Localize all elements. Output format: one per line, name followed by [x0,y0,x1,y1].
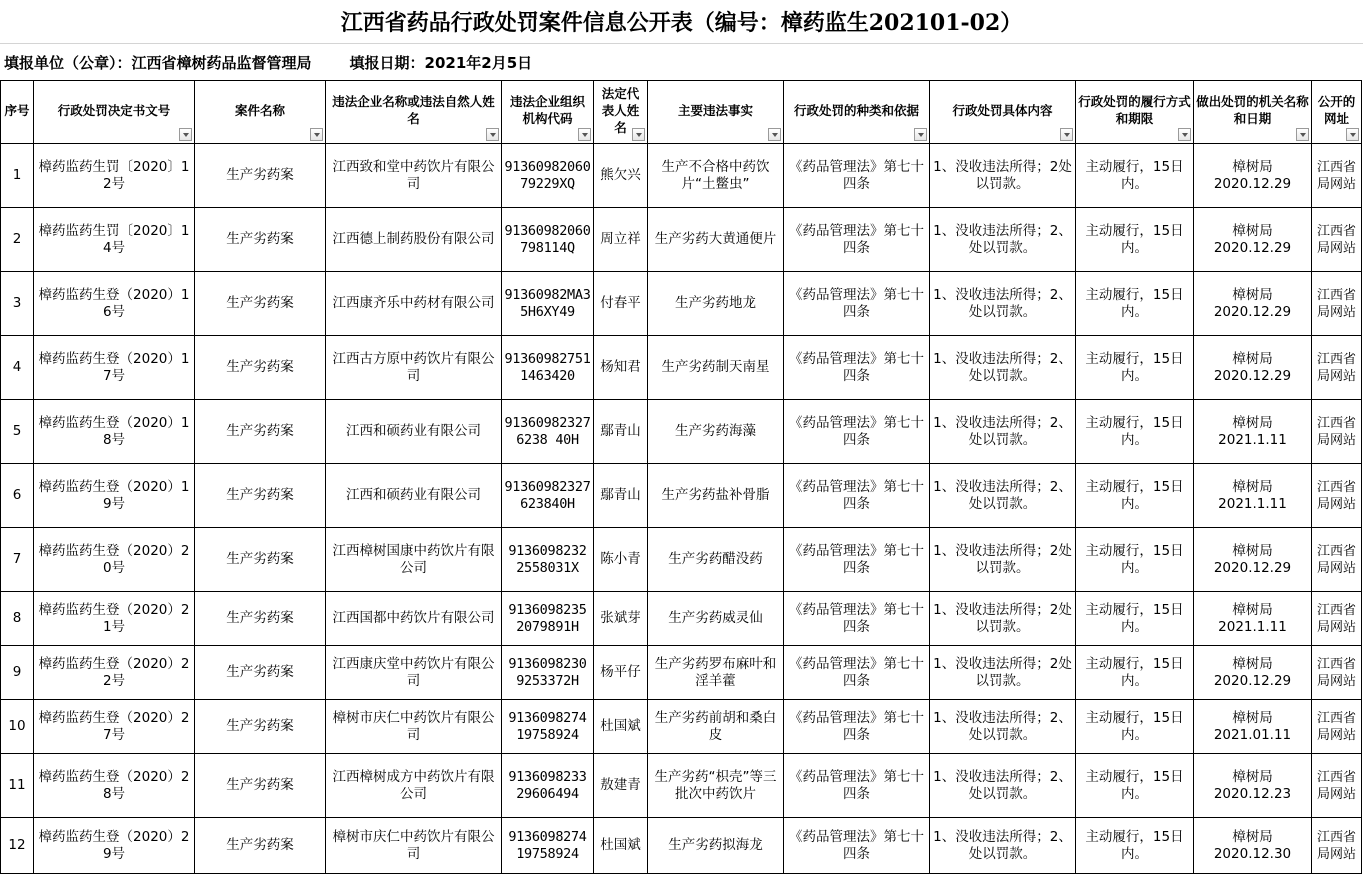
cell-authority[interactable] [1194,754,1312,818]
cell-legal-rep[interactable]: 张斌芽 [594,592,648,646]
authority-name: 樟树局 [1232,414,1273,431]
authority-date: 2020.12.29 [1213,672,1292,689]
filter-dropdown-icon[interactable] [179,128,192,141]
cell-authority[interactable] [1194,144,1312,208]
cell-no[interactable]: 5 [1,400,34,464]
penalty-table [0,80,1362,874]
header-col-no [1,81,34,144]
cell-penalty-basis[interactable]: 《药品管理法》第七十四条 [784,592,930,646]
cell-violation[interactable]: 生产劣药拟海龙 [648,818,784,874]
cell-doc-number[interactable]: 樟药监药生登（2020）18号 [34,400,195,464]
filter-dropdown-icon[interactable] [578,128,591,141]
cell-violation[interactable]: 生产劣药海藻 [648,400,784,464]
cell-legal-rep[interactable]: 敖建青 [594,754,648,818]
cell-company[interactable]: 江西康庆堂中药饮片有限公司 [326,646,502,700]
cell-perform[interactable]: 主动履行，15日内。 [1076,646,1194,700]
cell-doc-number[interactable]: 樟药监药生罚〔2020〕14号 [34,208,195,272]
filter-dropdown-icon[interactable] [1296,128,1309,141]
authority-date: 2020.12.29 [1213,239,1292,256]
cell-doc-number[interactable]: 樟药监药生登（2020）29号 [34,818,195,874]
cell-org-code[interactable]: 9136098233 29606494 [502,754,594,818]
table-row [1,464,1362,528]
table-body [1,144,1362,874]
cell-case-name[interactable]: 生产劣药案 [195,400,326,464]
cell-company[interactable]: 江西致和堂中药饮片有限公司 [326,144,502,208]
header-label: 序号 [4,102,30,118]
cell-doc-number[interactable]: 樟药监药生登（2020）20号 [34,528,195,592]
header-label: 主要违法事实 [677,102,753,118]
cell-legal-rep[interactable]: 杜国斌 [594,700,648,754]
cell-authority[interactable] [1194,400,1312,464]
cell-perform[interactable]: 主动履行，15日内。 [1076,336,1194,400]
cell-authority[interactable] [1194,818,1312,874]
cell-authority[interactable] [1194,646,1312,700]
cell-legal-rep[interactable]: 付春平 [594,272,648,336]
authority-date: 2021.01.11 [1213,726,1292,743]
authority-name: 樟树局 [1232,286,1273,303]
cell-penalty-content[interactable]: 1、没收违法所得；2、处以罚款。 [930,754,1076,818]
authority-date: 2020.12.29 [1213,559,1292,576]
cell-org-code[interactable]: 9136098230 9253372H [502,646,594,700]
cell-org-code[interactable]: 9136098274 19758924 [502,700,594,754]
cell-authority[interactable] [1194,272,1312,336]
cell-violation[interactable]: 生产劣药制天南星 [648,336,784,400]
cell-org-code[interactable]: 9136098235 2079891H [502,592,594,646]
cell-violation[interactable]: 生产劣药地龙 [648,272,784,336]
header-label: 违法企业组织机构代码 [509,94,585,126]
header-label: 公开的网址 [1317,94,1356,126]
cell-legal-rep[interactable]: 鄢青山 [594,400,648,464]
header-col-website [1312,81,1362,144]
cell-violation[interactable]: 生产劣药威灵仙 [648,592,784,646]
cell-perform[interactable]: 主动履行，15日内。 [1076,208,1194,272]
header-label: 行政处罚决定书文号 [57,102,171,118]
authority-date: 2021.1.11 [1218,495,1287,512]
cell-website[interactable]: 江西省局网站 [1312,592,1362,646]
authority-name: 樟树局 [1232,709,1273,726]
authority-date: 2020.12.30 [1213,845,1292,862]
cell-doc-number[interactable]: 樟药监药生罚〔2020〕12号 [34,144,195,208]
cell-perform[interactable]: 主动履行，15日内。 [1076,464,1194,528]
cell-perform[interactable]: 主动履行，15日内。 [1076,272,1194,336]
header-col-case-name [195,81,326,144]
cell-penalty-basis[interactable]: 《药品管理法》第七十四条 [784,646,930,700]
cell-perform[interactable]: 主动履行，15日内。 [1076,754,1194,818]
cell-doc-number[interactable]: 樟药监药生登（2020）16号 [34,272,195,336]
authority-date: 2021.1.11 [1218,431,1287,448]
cell-website[interactable]: 江西省局网站 [1312,818,1362,874]
cell-penalty-basis[interactable]: 《药品管理法》第七十四条 [784,528,930,592]
authority-date: 2020.12.29 [1213,303,1292,320]
cell-case-name[interactable]: 生产劣药案 [195,144,326,208]
cell-perform[interactable]: 主动履行，15日内。 [1076,144,1194,208]
cell-penalty-basis[interactable]: 《药品管理法》第七十四条 [784,272,930,336]
authority-name: 樟树局 [1232,478,1273,495]
cell-legal-rep[interactable]: 周立祥 [594,208,648,272]
header-label: 违法企业名称或违法自然人姓名 [332,94,495,126]
reporting-unit: 填报单位（公章）：江西省樟树药品监督管理局 [4,53,312,72]
cell-doc-number[interactable]: 樟药监药生登（2020）21号 [34,592,195,646]
table-row [1,592,1362,646]
filter-dropdown-icon[interactable] [310,128,323,141]
cell-company[interactable]: 江西国都中药饮片有限公司 [326,592,502,646]
cell-penalty-content[interactable]: 1、没收违法所得；2、处以罚款。 [930,400,1076,464]
cell-penalty-content[interactable]: 1、没收违法所得；2、处以罚款。 [930,336,1076,400]
cell-legal-rep[interactable]: 杜国斌 [594,818,648,874]
cell-penalty-basis[interactable]: 《药品管理法》第七十四条 [784,144,930,208]
cell-penalty-content[interactable]: 1、没收违法所得；2、处以罚款。 [930,700,1076,754]
cell-company[interactable]: 樟树市庆仁中药饮片有限公司 [326,700,502,754]
cell-penalty-content[interactable]: 1、没收违法所得；2处以罚款。 [930,528,1076,592]
cell-company[interactable]: 江西德上制药股份有限公司 [326,208,502,272]
filter-dropdown-icon[interactable] [1346,128,1359,141]
filter-dropdown-icon[interactable] [1178,128,1191,141]
cell-penalty-basis[interactable]: 《药品管理法》第七十四条 [784,336,930,400]
cell-doc-number[interactable]: 樟药监药生登（2020）17号 [34,336,195,400]
cell-violation[interactable]: 生产劣药前胡和桑白皮 [648,700,784,754]
cell-case-name[interactable]: 生产劣药案 [195,754,326,818]
cell-company[interactable]: 江西樟树国康中药饮片有限公司 [326,528,502,592]
cell-violation[interactable]: 生产不合格中药饮片“土鳖虫” [648,144,784,208]
cell-no[interactable]: 12 [1,818,34,874]
cell-org-code[interactable]: 9136098206079229XQ [502,144,594,208]
cell-company[interactable]: 江西古方原中药饮片有限公司 [326,336,502,400]
filter-dropdown-icon[interactable] [486,128,499,141]
cell-website[interactable]: 江西省局网站 [1312,272,1362,336]
cell-perform[interactable]: 主动履行，15日内。 [1076,400,1194,464]
header-row [1,81,1362,144]
authority-name: 樟树局 [1232,350,1273,367]
table-row [1,818,1362,874]
cell-violation[interactable]: 生产劣药盐补骨脂 [648,464,784,528]
header-col-company [326,81,502,144]
cell-case-name[interactable]: 生产劣药案 [195,818,326,874]
cell-company[interactable]: 江西和硕药业有限公司 [326,464,502,528]
cell-case-name[interactable]: 生产劣药案 [195,592,326,646]
cell-no[interactable]: 8 [1,592,34,646]
header-col-penalty-basis [784,81,930,144]
header-label: 行政处罚具体内容 [952,102,1053,118]
authority-name: 樟树局 [1232,222,1273,239]
filter-dropdown-icon[interactable] [914,128,927,141]
cell-case-name[interactable]: 生产劣药案 [195,208,326,272]
reporting-date: 填报日期：2021年2月5日 [349,53,533,72]
header-col-legal-rep [594,81,648,144]
cell-doc-number[interactable]: 樟药监药生登（2020）22号 [34,646,195,700]
cell-authority[interactable] [1194,208,1312,272]
table-row [1,700,1362,754]
cell-no[interactable]: 3 [1,272,34,336]
cell-case-name[interactable]: 生产劣药案 [195,700,326,754]
cell-no[interactable]: 6 [1,464,34,528]
cell-no[interactable]: 4 [1,336,34,400]
cell-legal-rep[interactable]: 熊欠兴 [594,144,648,208]
cell-legal-rep[interactable]: 鄢青山 [594,464,648,528]
cell-doc-number[interactable]: 樟药监药生登（2020）19号 [34,464,195,528]
cell-perform[interactable]: 主动履行，15日内。 [1076,592,1194,646]
table-row [1,272,1362,336]
header-label: 行政处罚的种类和依据 [793,102,919,118]
cell-website[interactable]: 江西省局网站 [1312,400,1362,464]
header-col-authority [1194,81,1312,144]
cell-case-name[interactable]: 生产劣药案 [195,272,326,336]
cell-penalty-content[interactable]: 1、没收违法所得；2、处以罚款。 [930,464,1076,528]
cell-no[interactable]: 9 [1,646,34,700]
cell-case-name[interactable]: 生产劣药案 [195,528,326,592]
authority-name: 樟树局 [1232,828,1273,845]
cell-authority[interactable] [1194,700,1312,754]
cell-website[interactable]: 江西省局网站 [1312,464,1362,528]
cell-website[interactable]: 江西省局网站 [1312,144,1362,208]
cell-org-code[interactable]: 9136098232 2558031X [502,528,594,592]
table-row [1,646,1362,700]
cell-website[interactable]: 江西省局网站 [1312,528,1362,592]
header-col-penalty-content [930,81,1076,144]
table-row [1,400,1362,464]
cell-violation[interactable]: 生产劣药“枳壳”等三批次中药饮片 [648,754,784,818]
authority-date: 2020.12.23 [1213,785,1292,802]
cell-company[interactable]: 樟树市庆仁中药饮片有限公司 [326,818,502,874]
authority-date: 2020.12.29 [1213,367,1292,384]
header-col-doc-number [34,81,195,144]
cell-org-code[interactable]: 91360982060798114Q [502,208,594,272]
cell-penalty-basis[interactable]: 《药品管理法》第七十四条 [784,754,930,818]
cell-website[interactable]: 江西省局网站 [1312,754,1362,818]
cell-legal-rep[interactable]: 杨知君 [594,336,648,400]
cell-penalty-basis[interactable]: 《药品管理法》第七十四条 [784,818,930,874]
cell-no[interactable]: 2 [1,208,34,272]
cell-penalty-content[interactable]: 1、没收违法所得；2、处以罚款。 [930,818,1076,874]
cell-company[interactable]: 江西和硕药业有限公司 [326,400,502,464]
authority-name: 樟树局 [1232,158,1273,175]
cell-penalty-content[interactable]: 1、没收违法所得；2、处以罚款。 [930,208,1076,272]
cell-penalty-content[interactable]: 1、没收违法所得；2处以罚款。 [930,592,1076,646]
header-label: 法定代表人姓名 [601,85,640,135]
cell-penalty-content[interactable]: 1、没收违法所得；2、处以罚款。 [930,272,1076,336]
table-row [1,528,1362,592]
cell-no[interactable]: 7 [1,528,34,592]
cell-authority[interactable] [1194,592,1312,646]
cell-penalty-basis[interactable]: 《药品管理法》第七十四条 [784,700,930,754]
cell-website[interactable]: 江西省局网站 [1312,336,1362,400]
meta-row [0,44,1363,80]
header-label: 案件名称 [234,102,285,118]
authority-name: 樟树局 [1232,655,1273,672]
cell-org-code[interactable]: 9136098274 19758924 [502,818,594,874]
header-col-violation [648,81,784,144]
authority-date: 2020.12.29 [1213,175,1292,192]
table-row [1,144,1362,208]
cell-legal-rep[interactable]: 杨平仔 [594,646,648,700]
table-row [1,336,1362,400]
cell-case-name[interactable]: 生产劣药案 [195,336,326,400]
cell-violation[interactable]: 生产劣药大黄通便片 [648,208,784,272]
cell-perform[interactable]: 主动履行，15日内。 [1076,700,1194,754]
authority-name: 樟树局 [1232,542,1273,559]
cell-org-code[interactable]: 91360982327623840H [502,464,594,528]
cell-no[interactable]: 11 [1,754,34,818]
cell-penalty-basis[interactable]: 《药品管理法》第七十四条 [784,208,930,272]
cell-case-name[interactable]: 生产劣药案 [195,464,326,528]
cell-company[interactable]: 江西康齐乐中药材有限公司 [326,272,502,336]
cell-doc-number[interactable]: 樟药监药生登（2020）28号 [34,754,195,818]
authority-name: 樟树局 [1232,601,1273,618]
cell-authority[interactable] [1194,528,1312,592]
cell-violation[interactable]: 生产劣药醋没药 [648,528,784,592]
header-label: 做出处罚的机关名称和日期 [1196,94,1309,126]
table-row [1,754,1362,818]
table-row [1,208,1362,272]
cell-perform[interactable]: 主动履行，15日内。 [1076,528,1194,592]
cell-org-code[interactable]: 913609823276238 40H [502,400,594,464]
authority-name: 樟树局 [1232,768,1273,785]
cell-penalty-content[interactable]: 1、没收违法所得；2处以罚款。 [930,646,1076,700]
cell-no[interactable]: 1 [1,144,34,208]
cell-penalty-content[interactable]: 1、没收违法所得；2处以罚款。 [930,144,1076,208]
cell-website[interactable]: 江西省局网站 [1312,700,1362,754]
header-col-org-code [502,81,594,144]
header-col-perform [1076,81,1194,144]
cell-doc-number[interactable]: 樟药监药生登（2020）27号 [34,700,195,754]
cell-website[interactable]: 江西省局网站 [1312,646,1362,700]
authority-date: 2021.1.11 [1218,618,1287,635]
cell-org-code[interactable]: 913609827511463420 [502,336,594,400]
cell-no[interactable]: 10 [1,700,34,754]
cell-org-code[interactable]: 91360982MA35H6XY49 [502,272,594,336]
cell-penalty-basis[interactable]: 《药品管理法》第七十四条 [784,464,930,528]
header-label: 行政处罚的履行方式和期限 [1078,94,1191,126]
cell-authority[interactable] [1194,464,1312,528]
filter-dropdown-icon[interactable] [1060,128,1073,141]
cell-website[interactable]: 江西省局网站 [1312,208,1362,272]
cell-legal-rep[interactable]: 陈小青 [594,528,648,592]
sheet-title: 江西省药品行政处罚案件信息公开表（编号：樟药监生202101-02） [0,0,1363,44]
cell-penalty-basis[interactable]: 《药品管理法》第七十四条 [784,400,930,464]
cell-perform[interactable]: 主动履行，15日内。 [1076,818,1194,874]
cell-case-name[interactable]: 生产劣药案 [195,646,326,700]
cell-company[interactable]: 江西樟树成方中药饮片有限公司 [326,754,502,818]
cell-authority[interactable] [1194,336,1312,400]
cell-violation[interactable]: 生产劣药罗布麻叶和淫羊藿 [648,646,784,700]
filter-dropdown-icon[interactable] [768,128,781,141]
filter-dropdown-icon[interactable] [632,128,645,141]
